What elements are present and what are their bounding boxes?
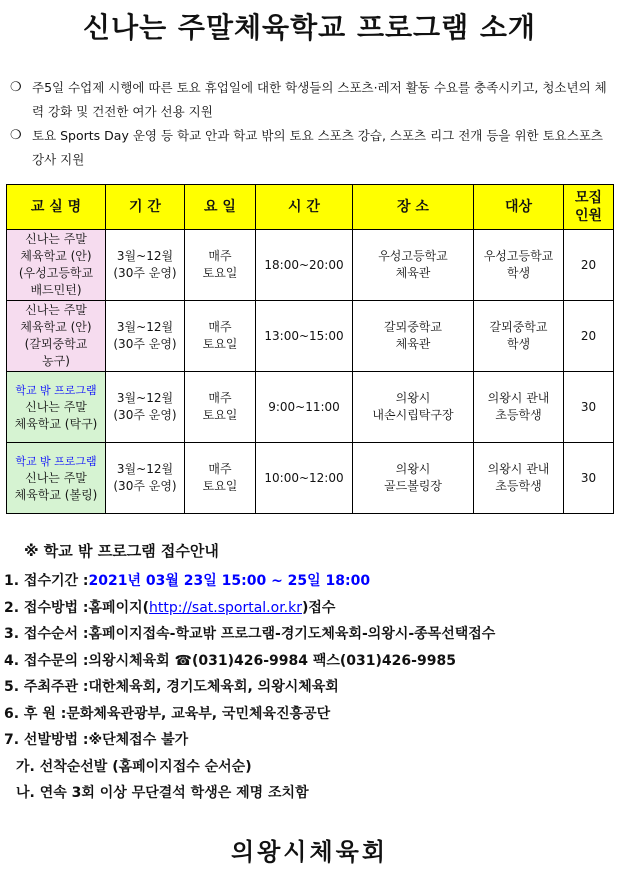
info-label: 2. 접수방법 :: [4, 599, 89, 616]
class-name: 신나는 주말 체육학교 (탁구): [14, 399, 98, 431]
time-cell: 9:00~11:00: [256, 372, 353, 443]
column-header: 요 일: [185, 185, 256, 230]
info-row-host: [4, 674, 616, 701]
target-cell: 우성고등학교 학생: [474, 230, 564, 301]
count-cell: 20: [564, 230, 614, 301]
count-cell: 20: [564, 301, 614, 372]
homepage-link[interactable]: http://sat.sportal.or.kr: [149, 599, 302, 616]
info-row-sponsor: [4, 701, 616, 728]
page-title: 신나는 주말체육학교 프로그램 소개: [83, 11, 536, 44]
info-value: 2021년 03월 23일 15:00 ~ 25일 18:00: [88, 573, 371, 589]
info-label: 4. 접수문의 :: [4, 652, 89, 669]
class-name-cell: [7, 301, 106, 372]
info-label: 7. 선발방법 :: [4, 732, 89, 748]
class-name-cell: [7, 372, 106, 443]
info-row-contact: [4, 648, 616, 675]
intro-bullet: [10, 124, 610, 172]
column-header: 대상: [474, 185, 564, 230]
target-cell: 갈뫼중학교 학생: [474, 301, 564, 372]
info-label: 6. 후 원 :: [4, 705, 67, 722]
place-cell: 의왕시 내손시립탁구장: [353, 372, 474, 443]
period-cell: 3월~12월 (30주 운영): [106, 230, 185, 301]
period-cell: 3월~12월 (30주 운영): [106, 443, 185, 514]
count-cell: 30: [564, 443, 614, 514]
column-header: 장 소: [353, 185, 474, 230]
day-cell: 매주 토요일: [185, 443, 256, 514]
sub-item-text: 나. 연속 3회 이상 무단결석 학생은 제명 조치함: [16, 785, 309, 801]
intro-bullet: [10, 76, 610, 124]
info-suffix: )접수: [301, 599, 336, 616]
program-tag: 학교 밖 프로그램: [15, 454, 97, 468]
period-cell: 3월~12월 (30주 운영): [106, 301, 185, 372]
notice-heading: ※ 학교 밖 프로그램 접수안내: [24, 542, 219, 560]
column-header: 모집 인원: [564, 185, 614, 230]
program-tag: 학교 밖 프로그램: [15, 383, 97, 397]
organization-footer: 의왕시체육회: [230, 838, 389, 866]
info-value: 대한체육회, 경기도체육회, 의왕시체육회: [88, 679, 339, 695]
intro-bullets: [10, 76, 610, 172]
info-row-period: [4, 568, 616, 595]
table-row: [7, 443, 614, 514]
sub-item: [4, 754, 616, 781]
table-row: [7, 372, 614, 443]
place-cell: 갈뫼중학교 체육관: [353, 301, 474, 372]
period-cell: 3월~12월 (30주 운영): [106, 372, 185, 443]
sub-item: [4, 780, 616, 807]
column-header: 교 실 명: [7, 185, 106, 230]
info-row-selection: [4, 727, 616, 754]
registration-info: [4, 568, 616, 807]
circle-bullet-icon: ❍: [10, 128, 22, 143]
time-cell: 10:00~12:00: [256, 443, 353, 514]
info-row-order: [4, 621, 616, 648]
target-cell: 의왕시 관내 초등학생: [474, 443, 564, 514]
info-value: 문화체육관광부, 교육부, 국민체육진흥공단: [66, 705, 331, 722]
info-label: 1. 접수기간 :: [4, 573, 89, 589]
day-cell: 매주 토요일: [185, 372, 256, 443]
info-row-method: [4, 595, 616, 622]
day-cell: 매주 토요일: [185, 230, 256, 301]
place-cell: 의왕시 골드볼링장: [353, 443, 474, 514]
column-header: 기 간: [106, 185, 185, 230]
count-cell: 30: [564, 372, 614, 443]
column-header: 시 간: [256, 185, 353, 230]
class-name-cell: [7, 230, 106, 301]
table-row: [7, 301, 614, 372]
bullet-text: 토요 Sports Day 운영 등 학교 안과 학교 밖의 토요 스포츠 강습, 스포츠 리그 전개 등을 위한 토요스포츠강사 지원: [32, 128, 603, 167]
target-cell: 의왕시 관내 초등학생: [474, 372, 564, 443]
class-name: 신나는 주말 체육학교 (볼링): [14, 470, 98, 502]
class-name: 신나는 주말 체육학교 (안) (갈뫼중학교 농구): [20, 303, 92, 368]
info-value: 홈페이지접속-학교밖 프로그램-경기도체육회-의왕시-종목선택접수: [88, 626, 496, 642]
time-cell: 13:00~15:00: [256, 301, 353, 372]
info-prefix: 홈페이지(: [88, 599, 150, 616]
class-name: 신나는 주말 체육학교 (안) (우성고등학교 배드민턴): [18, 232, 94, 297]
bullet-text: 주5일 수업제 시행에 따른 토요 휴업일에 대한 학생들의 스포츠·레저 활동 수요를 충족시키고, 청소년의 체력 강화 및 건전한 여가 선용 지원: [32, 80, 607, 119]
class-name-cell: [7, 443, 106, 514]
table-header-row: [7, 185, 614, 230]
time-cell: 18:00~20:00: [256, 230, 353, 301]
info-label: 3. 접수순서 :: [4, 626, 89, 642]
info-value: ※단체접수 불가: [88, 732, 189, 748]
sub-item-text: 가. 선착순선발 (홈페이지접수 순서순): [16, 758, 252, 775]
program-table: [6, 184, 614, 514]
circle-bullet-icon: ❍: [10, 80, 22, 95]
info-label: 5. 주최주관 :: [4, 679, 89, 695]
day-cell: 매주 토요일: [185, 301, 256, 372]
info-value: 의왕시체육회 ☎(031)426-9984 팩스(031)426-9985: [88, 652, 456, 669]
place-cell: 우성고등학교 체육관: [353, 230, 474, 301]
table-row: [7, 230, 614, 301]
